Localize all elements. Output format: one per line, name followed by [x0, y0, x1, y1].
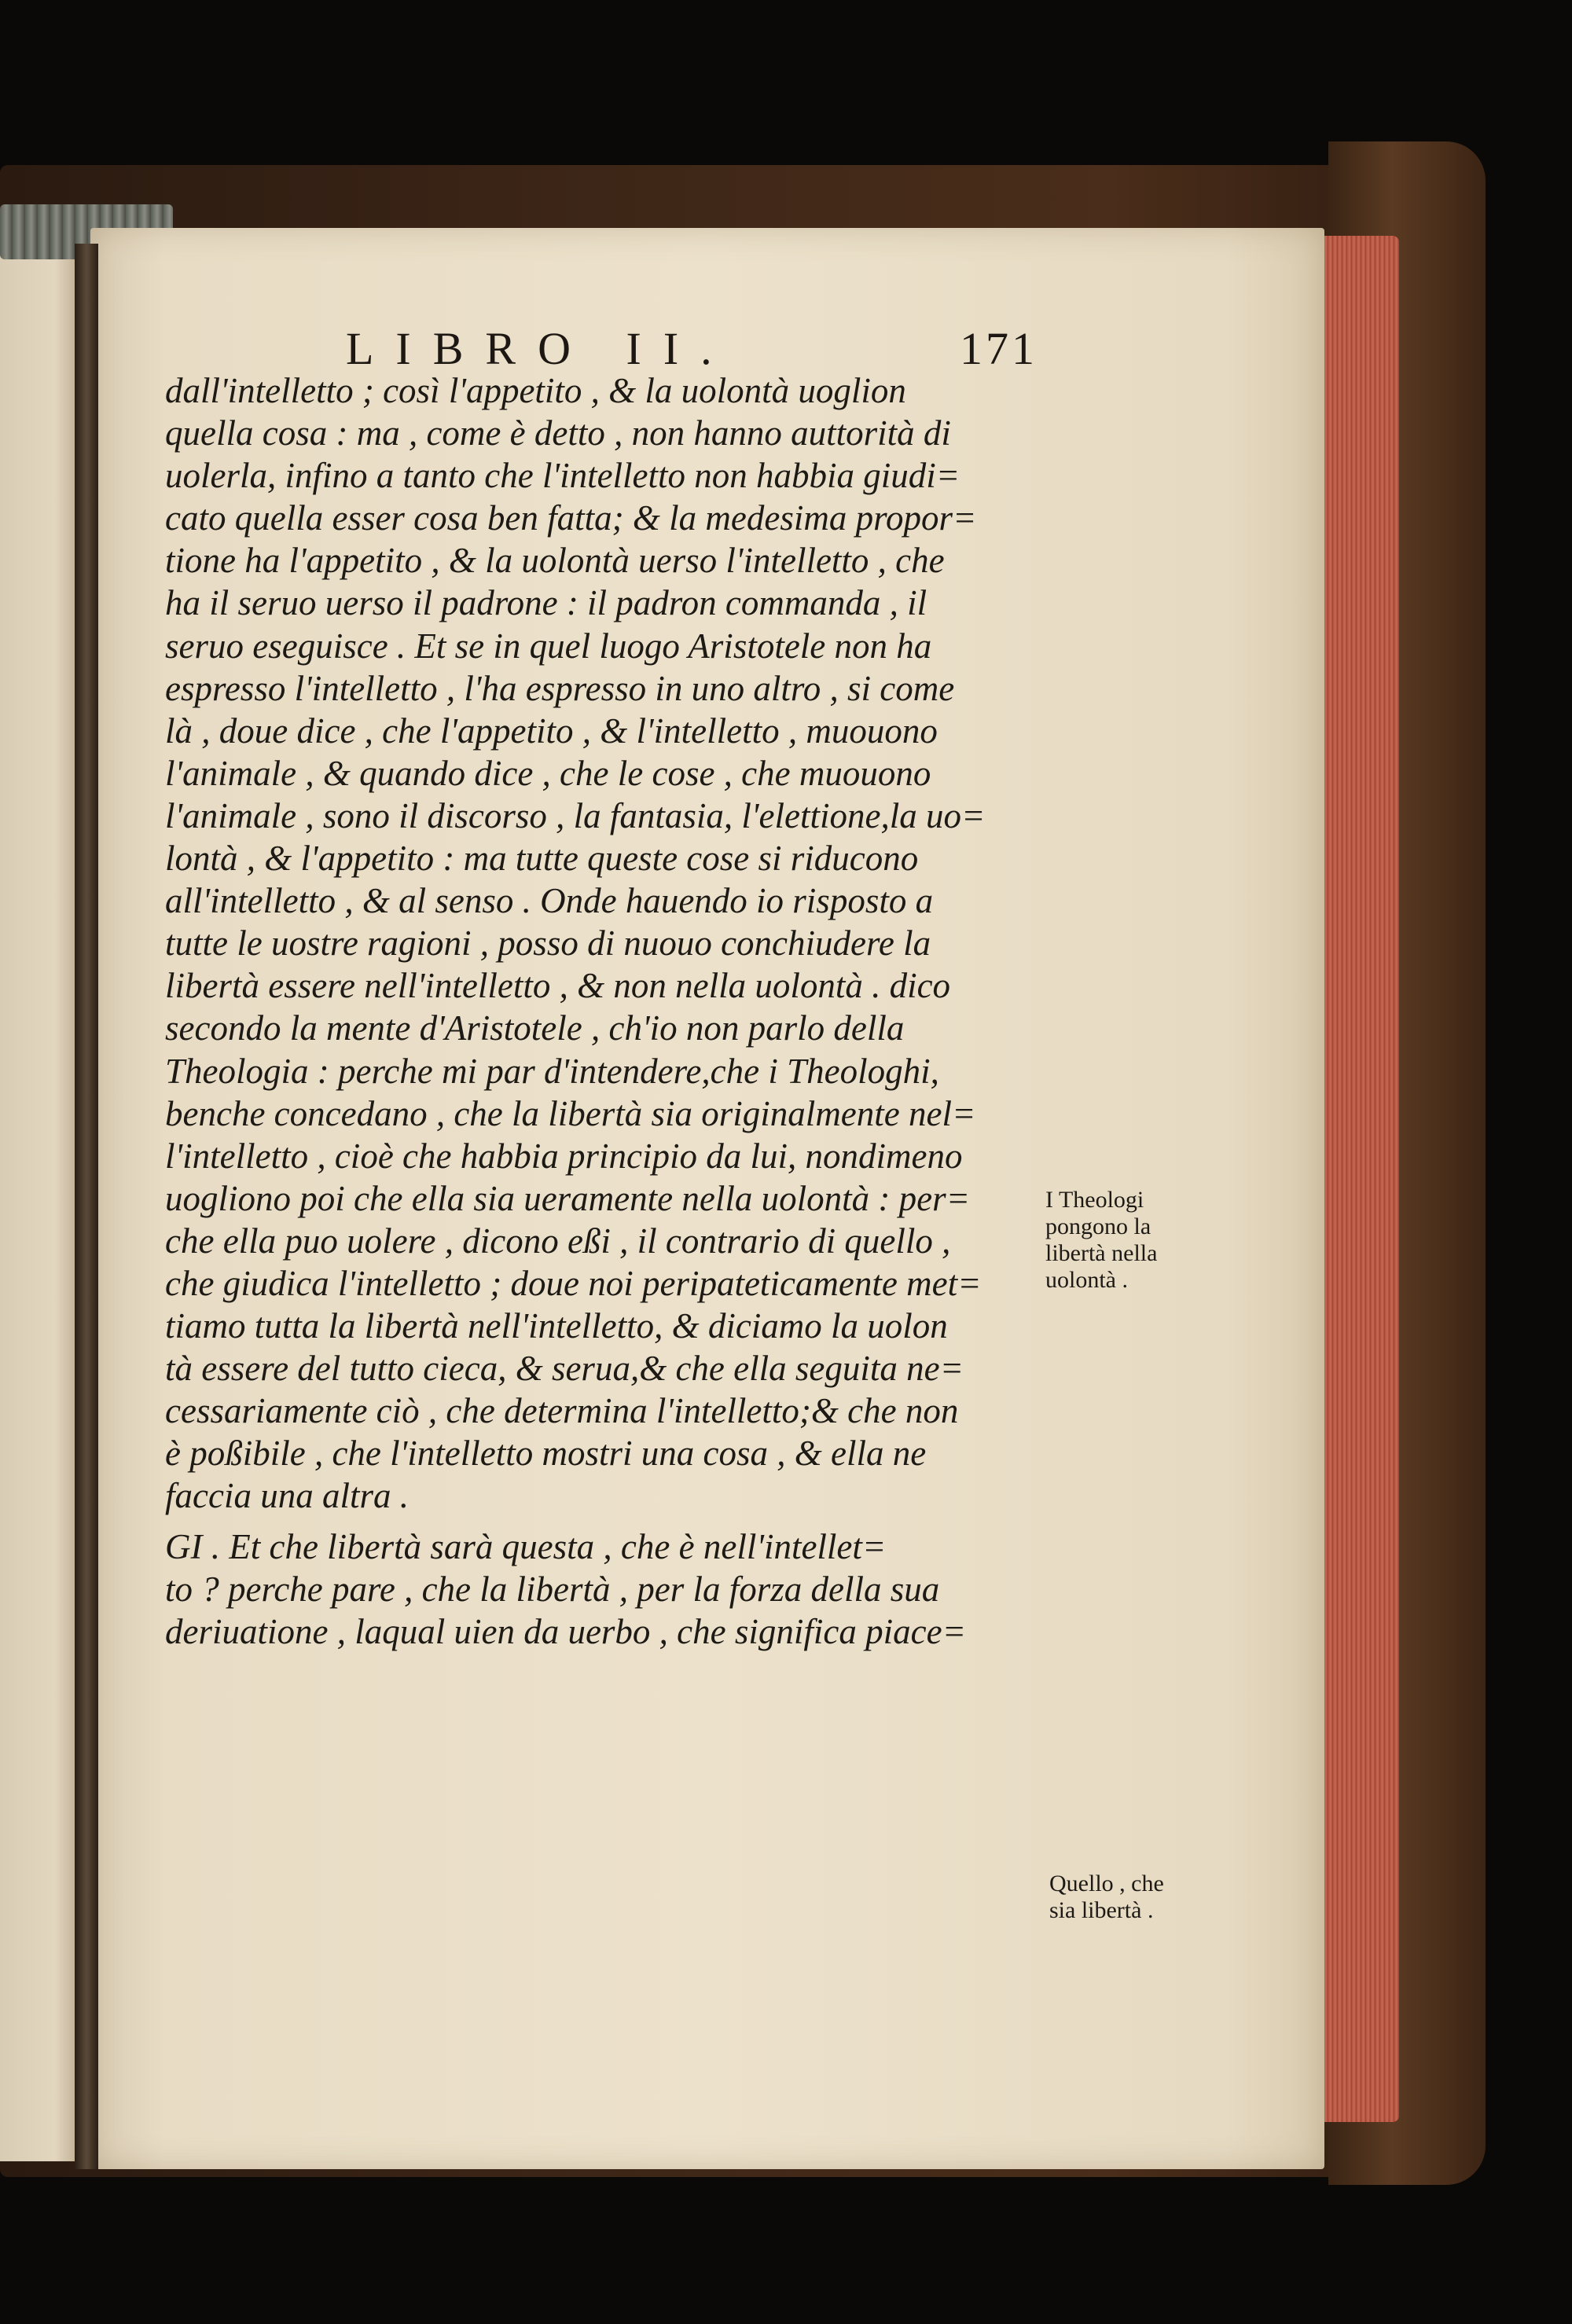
text-line: tutte le uostre ragioni , posso di nuouo conchiudere la	[165, 923, 931, 964]
text-line: secondo la mente d'Aristotele , ch'io non parlo della	[165, 1008, 905, 1048]
marginal-note-line: uolontà .	[1045, 1267, 1128, 1293]
marginal-note-line: I Theologi	[1045, 1187, 1144, 1213]
text-line: l'animale , sono il discorso , la fantasia, l'elettione,la uo=	[165, 795, 986, 835]
text-line: libertà essere nell'intelletto , & non nella uolontà . dico	[165, 966, 951, 1006]
text-line: dall'intelletto ; così l'appetito , & la uolontà uoglion	[165, 371, 906, 410]
text-line: uogliono poi che ella sia ueramente nella uolontà : per=	[165, 1178, 970, 1218]
text-line: deriuatione , laqual uien da uerbo , che significa piace=	[165, 1611, 966, 1651]
text-line: uolerla, infino a tanto che l'intelletto non habbia giudi=	[165, 456, 960, 496]
marginal-note-line: sia libertà .	[1049, 1897, 1154, 1923]
text-line: all'intelletto , & al senso . Onde hauendo io risposto a	[165, 881, 934, 921]
text-line: che giudica l'intelletto ; doue noi peripateticamente met=	[165, 1263, 982, 1303]
running-title: LIBRO II.	[346, 323, 734, 374]
text-line: là , doue dice , che l'appetito , & l'intelletto , muouono	[165, 710, 938, 751]
text-line: cessariamente ciò , che determina l'intelletto;& che non	[165, 1391, 959, 1431]
gutter	[75, 244, 98, 2169]
text-line: che ella puo uolere , dicono eßi , il contrario di quello ,	[165, 1221, 951, 1261]
text-line: l'animale , & quando dice , che le cose , che muouono	[165, 753, 931, 793]
text-line: è poßibile , che l'intelletto mostri una cosa , & ella ne	[165, 1434, 927, 1474]
text-line: cato quella esser cosa ben fatta; & la medesima propor=	[165, 498, 977, 538]
text-line: ha il seruo uerso il padrone : il padron commanda , il	[165, 583, 927, 623]
text-line: tiamo tutta la libertà nell'intelletto, & diciamo la uolon	[165, 1306, 948, 1346]
text-line: l'intelletto , cioè che habbia principio da lui, nondimeno	[165, 1136, 963, 1176]
text-line: seruo eseguisce . Et se in quel luogo Aristotele non ha	[165, 626, 932, 666]
page-number: 171	[960, 323, 1038, 374]
text-line: tà essere del tutto cieca, & serua,& che ella seguita ne=	[165, 1349, 964, 1389]
text-line: benche concedano , che la libertà sia originalmente nel=	[165, 1093, 976, 1133]
text-line: to ? perche pare , che la libertà , per la forza della sua	[165, 1569, 940, 1609]
body-text	[165, 369, 1069, 1653]
marginal-note-line: Quello , che	[1049, 1871, 1164, 1896]
text-line: quella cosa : ma , come è detto , non hanno auttorità di	[165, 413, 951, 453]
marginal-note	[1049, 1871, 1238, 1924]
marginal-note-line: libertà nella	[1045, 1240, 1158, 1266]
text-line: lontà , & l'appetito : ma tutte queste cose si riducono	[165, 839, 919, 879]
text-line: tione ha l'appetito , & la uolontà uerso l'intelletto , che	[165, 541, 945, 581]
left-page-strip	[0, 251, 79, 2161]
text-line: espresso l'intelletto , l'ha espresso in uno altro , si come	[165, 668, 955, 708]
text-line: faccia una altra .	[165, 1476, 409, 1516]
marginal-note-line: pongono la	[1045, 1213, 1151, 1239]
text-line: Theologia : perche mi par d'intendere,che i Theologhi,	[165, 1051, 939, 1091]
text-line: GI . Et che libertà sarà questa , che è nell'intellet=	[165, 1526, 887, 1566]
marginal-note	[1045, 1187, 1234, 1294]
